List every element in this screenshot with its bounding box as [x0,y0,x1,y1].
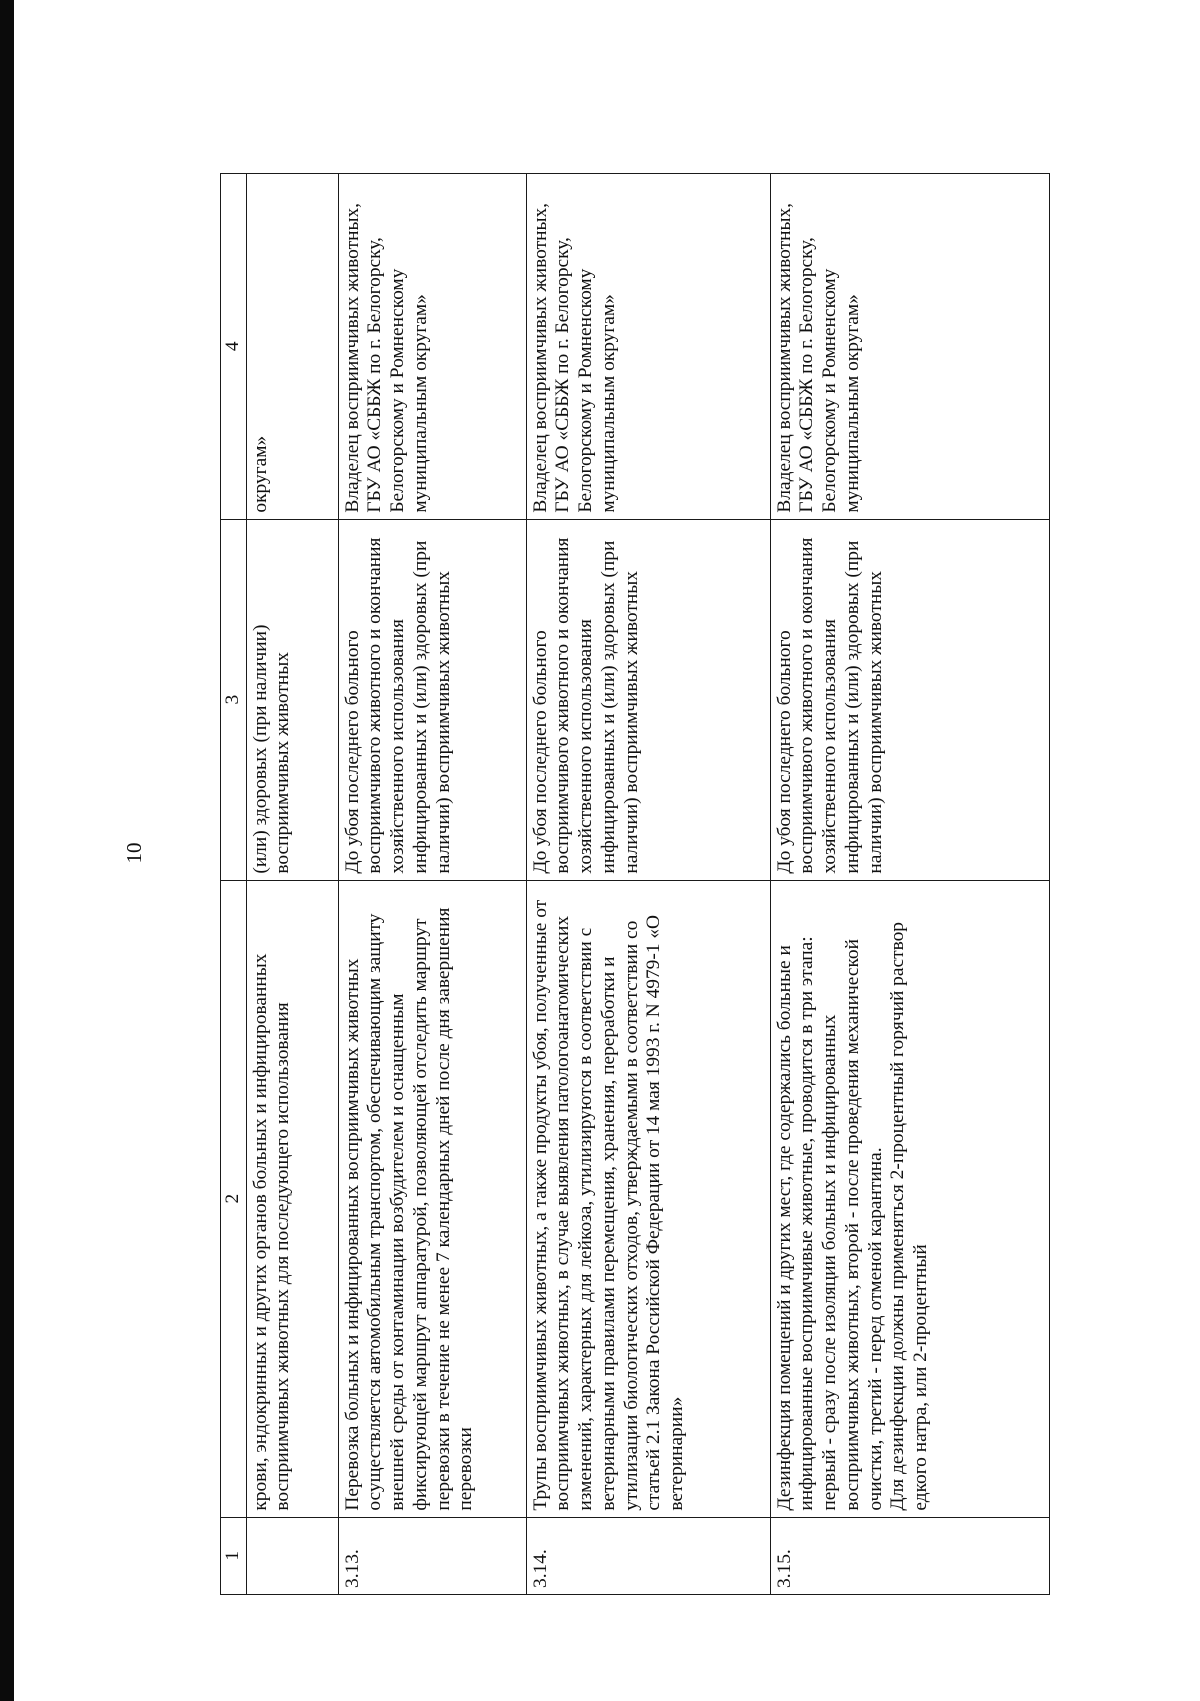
row-responsible: Владелец восприимчивых животных, ГБУ АО «СББЖ по г. Белогорску, Белогорскому и Ромненскому муниципальным округам» [770,174,1049,520]
header-col-1: 1 [221,1517,247,1594]
row-number: 3.15. [770,1517,1049,1594]
row-action: Трупы восприимчивых животных, а также продукты убоя, полученные от восприимчивых животных, в случае выявления патологоанатомических изменений, характерных для лейкоза, утилизируются в соответствии с ветеринарными правилами перемещения, хранения, переработки и утилизации биологических отходов, утверждаемыми в соответствии со статьей 2.1 Закона Российской Федерации от 14 мая 1993 г. N 4979-1 «О ветеринарии» [526,880,770,1517]
header-col-4: 4 [221,174,247,520]
row-period: До убоя последнего больного восприимчивого животного и окончания хозяйственного использования инфицированных и (или) здоровых (при наличии) восприимчивых животных [770,519,1049,880]
row-period: До убоя последнего больного восприимчивого животного и окончания хозяйственного использования инфицированных и (или) здоровых (при наличии) восприимчивых животных [338,519,526,880]
table-row [526,174,770,1595]
row-number: 3.14. [526,1517,770,1594]
row-action: Перевозка больных и инфицированных восприимчивых животных осуществляется автомобильным транспортом, обеспечивающим защиту внешней среды от контаминации возбудителем и оснащенным фиксирующей маршрут аппаратурой, позволяющей отследить маршрут перевозки в течение не менее 7 календарных дней после дня завершения перевозки [338,880,526,1517]
rotated-table-container [220,173,1050,1595]
row-responsible: Владелец восприимчивых животных, ГБУ АО «СББЖ по г. Белогорску, Белогорскому и Ромненскому муниципальным округам» [338,174,526,520]
row-period: (или) здоровых (при наличии) восприимчивых животных [246,519,338,880]
row-number: 3.13. [338,1517,526,1594]
table-header-row [221,174,247,1595]
row-responsible: Владелец восприимчивых животных, ГБУ АО «СББЖ по г. Белогорску, Белогорскому и Ромненскому муниципальным округам» [526,174,770,520]
header-col-2: 2 [221,880,247,1517]
row-action: Дезинфекция помещений и других мест, где содержались больные и инфицированные восприимчивые животные, проводится в три этапа: первый - сразу после изоляции больных и инфицированных восприимчивых животных, второй - после проведения механической очистки, третий - перед отменой карантина. Для дезинфекции должны применяться 2-процентный горячий раствор едкого натра, или 2-процентный [770,880,1049,1517]
row-responsible: округам» [246,174,338,520]
table-row [246,174,338,1595]
measures-table [220,173,1050,1595]
row-number [246,1517,338,1594]
header-col-3: 3 [221,519,247,880]
page-number-text: 10 [122,842,146,864]
page-number [124,838,144,868]
row-action: крови, эндокринных и других органов больных и инфицированных восприимчивых животных для последующего использования [246,880,338,1517]
table-row [338,174,526,1595]
scan-edge-bar [0,0,14,1701]
row-period: До убоя последнего больного восприимчивого животного и окончания хозяйственного использования инфицированных и (или) здоровых (при наличии) восприимчивых животных [526,519,770,880]
table-row [770,174,1049,1595]
